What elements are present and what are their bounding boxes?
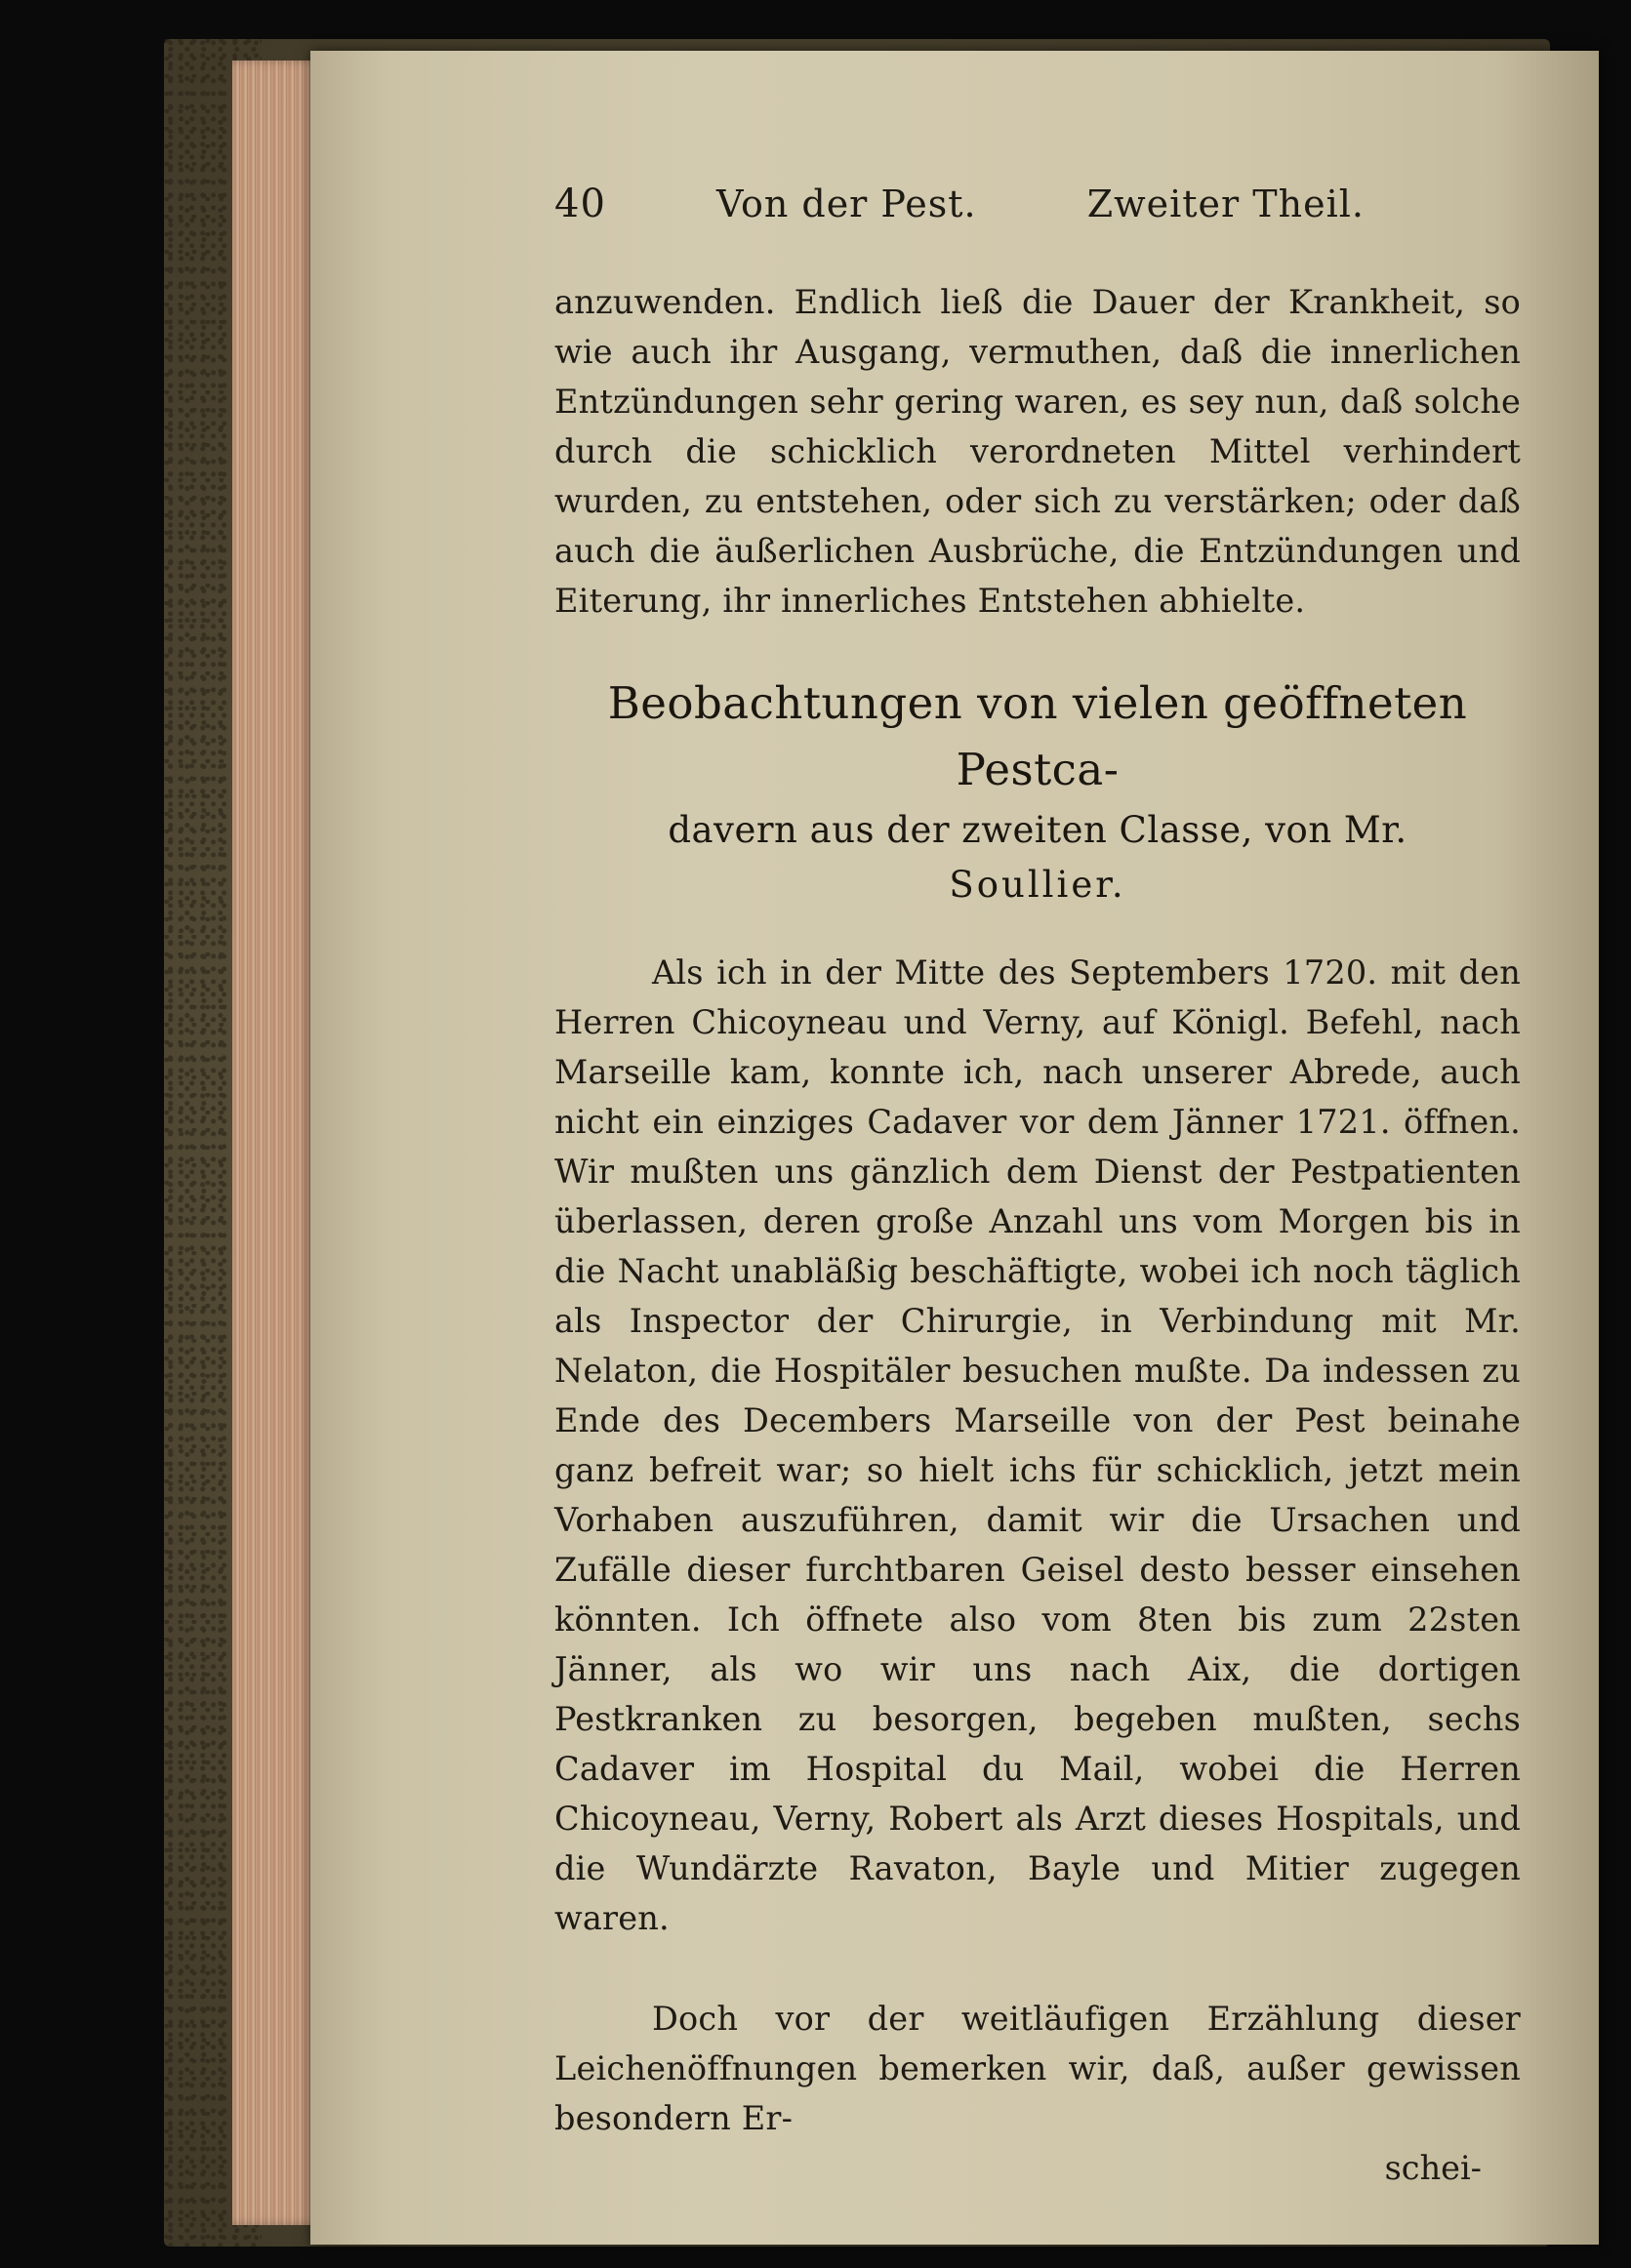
section-heading (554, 670, 1521, 912)
paragraph-2: Als ich in der Mitte des Septembers 1720. mit den Herren Chicoyneau und Verny, auf Königl. Befehl, nach Marseille kam, konnte ich, nach unserer Abrede, auch nicht ein einziges Cadaver vor dem Jänner 1721. öffnen. Wir mußten uns gänzlich dem Dienst der Pestpatienten überlassen, deren große Anzahl uns vom Morgen bis in die Nacht unabläßig beschäftigte, wobei ich noch täglich als Inspector der Chirurgie, in Verbindung mit Mr. Nelaton, die Hospitäler besuchen mußte. Da indessen zu Ende des Decembers Marseille von der Pest beinahe ganz befreit war; so hielt ichs für schicklich, jetzt mein Vorhaben auszuführen, damit wir die Ursachen und Zufälle dieser furchtbaren Geisel desto besser einsehen könnten. Ich öffnete also vom 8ten bis zum 22sten Jänner, als wo wir uns nach Aix, die dortigen Pestkranken zu besorgen, begeben mußten, sechs Cadaver im Hospital du Mail, wobei die Herren Chicoyneau, Verny, Robert als Arzt dieses Hospitals, und die Wundärzte Ravaton, Bayle und Mitier zugegen waren. (554, 953, 1521, 1937)
page-number: 40 (554, 182, 606, 226)
heading-line-2: davern aus der zweiten Classe, von Mr. (668, 809, 1407, 851)
page-text (554, 182, 1521, 2193)
running-head (554, 182, 1365, 226)
page-edges (232, 61, 320, 2225)
heading-line-3: Soullier. (949, 864, 1126, 906)
paragraph-3: Doch vor der weitläufigen Erzählung dieser Leichenöffnungen bemerken wir, daß, außer gewissen besondern Er- (554, 2000, 1521, 2137)
running-head-title: Von der Pest. (715, 182, 977, 225)
heading-line-1: Beobachtungen von vielen geöffneten Pestca- (607, 677, 1468, 795)
running-head-part: Zweiter Theil. (1086, 182, 1365, 225)
paragraph-1: anzuwenden. Endlich ließ die Dauer der Krankheit, so wie auch ihr Ausgang, vermuthen, daß die innerlichen Entzündungen sehr gering waren, es sey nun, daß solche durch die schicklich verordneten Mittel verhindert wurden, zu entstehen, oder sich zu verstärken; oder daß auch die äußerlichen Ausbrüche, die Entzündungen und Eiterung, ihr innerliches Entstehen abhielte. (554, 283, 1521, 620)
catchword: schei- (1384, 2149, 1482, 2187)
